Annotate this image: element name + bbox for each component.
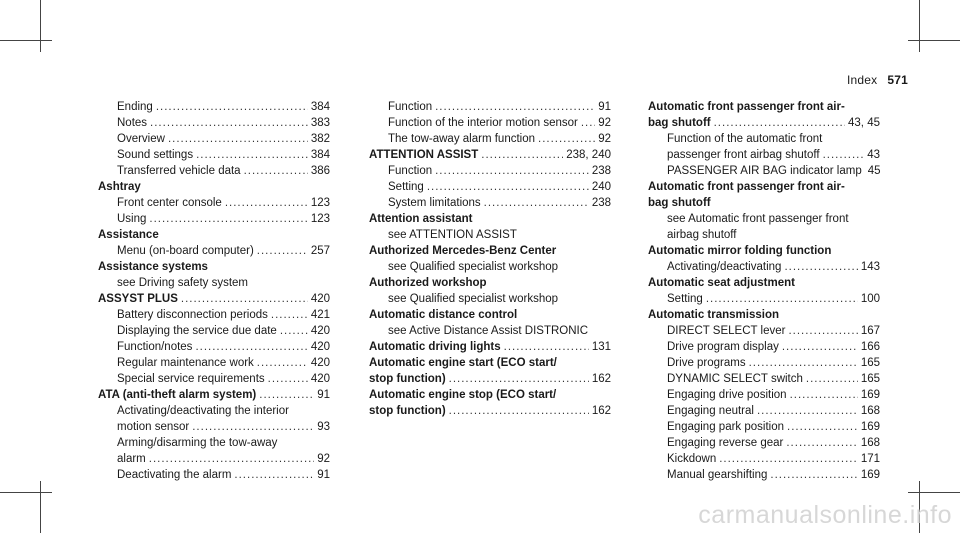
index-subentry bbox=[98, 451, 330, 467]
entry-text: Menu (on-board computer) bbox=[117, 245, 254, 257]
index-subentry bbox=[98, 403, 330, 419]
page-reference: 420 bbox=[310, 341, 330, 353]
index-heading bbox=[98, 179, 330, 195]
entry-text: ASSYST PLUS bbox=[98, 293, 178, 305]
index-subentry bbox=[648, 387, 880, 403]
entry-text: Function bbox=[388, 101, 433, 113]
entry-text: Automatic driving lights bbox=[369, 341, 501, 353]
entry-text: Special service requirements bbox=[117, 373, 265, 385]
index-heading bbox=[369, 211, 611, 227]
entry-text: Kickdown bbox=[667, 453, 717, 465]
dot-leader bbox=[538, 131, 595, 147]
dot-leader bbox=[435, 163, 589, 179]
index-subentry bbox=[98, 115, 330, 131]
page-reference: 383 bbox=[310, 117, 330, 129]
page-reference: 91 bbox=[317, 389, 330, 401]
dot-leader bbox=[784, 259, 857, 275]
dot-leader bbox=[481, 147, 563, 163]
page-reference: 382 bbox=[310, 133, 330, 145]
index-subentry bbox=[98, 211, 330, 227]
index-heading bbox=[648, 99, 880, 115]
crop-mark bbox=[40, 481, 41, 533]
page-reference: 123 bbox=[310, 197, 330, 209]
index-subentry bbox=[98, 99, 330, 115]
entry-text: see Qualified specialist workshop bbox=[388, 261, 559, 273]
entry-text: Manual gearshifting bbox=[667, 469, 768, 481]
dot-leader bbox=[271, 307, 308, 323]
page-reference: 384 bbox=[310, 101, 330, 113]
index-subentry bbox=[648, 211, 880, 227]
entry-text: Arming/disarming the tow-away bbox=[117, 437, 278, 449]
crop-mark bbox=[908, 40, 960, 41]
index-heading bbox=[98, 387, 330, 403]
entry-text: Assistance systems bbox=[98, 261, 208, 273]
entry-text: Function bbox=[388, 165, 433, 177]
page-reference: 420 bbox=[310, 373, 330, 385]
entry-text: Ashtray bbox=[98, 181, 141, 193]
index-subentry bbox=[648, 291, 880, 307]
watermark: carmanualsonline.info bbox=[698, 501, 952, 529]
dot-leader bbox=[192, 419, 314, 435]
entry-text: The tow-away alarm function bbox=[388, 133, 536, 145]
page-reference: 169 bbox=[860, 469, 880, 481]
dot-leader bbox=[268, 371, 308, 387]
dot-leader bbox=[195, 339, 307, 355]
entry-text: Sound settings bbox=[117, 149, 194, 161]
index-subentry bbox=[369, 163, 611, 179]
index-heading bbox=[98, 291, 330, 307]
index-heading bbox=[648, 179, 880, 195]
entry-text: Activating/deactivating bbox=[667, 261, 782, 273]
dot-leader bbox=[782, 339, 858, 355]
dot-leader bbox=[449, 403, 589, 419]
entry-text: PASSENGER AIR BAG indicator lamp bbox=[667, 165, 862, 177]
page-reference: 238 bbox=[591, 197, 611, 209]
page-reference: 100 bbox=[860, 293, 880, 305]
entry-text: bag shutoff bbox=[648, 197, 711, 209]
index-subentry bbox=[648, 259, 880, 275]
dot-leader bbox=[449, 371, 589, 387]
entry-text: Displaying the service due date bbox=[117, 325, 277, 337]
index-heading bbox=[369, 307, 611, 323]
entry-text: System limitations bbox=[388, 197, 481, 209]
entry-text: Attention assistant bbox=[369, 213, 473, 225]
dot-leader bbox=[150, 115, 308, 131]
entry-text: see ATTENTION ASSIST bbox=[388, 229, 517, 241]
entry-text: alarm bbox=[117, 453, 146, 465]
page-reference: 165 bbox=[860, 357, 880, 369]
index-subentry bbox=[98, 243, 330, 259]
index-subentry bbox=[648, 419, 880, 435]
entry-text: Activating/deactivating the interior bbox=[117, 405, 289, 417]
page-reference: 166 bbox=[860, 341, 880, 353]
index-subentry bbox=[369, 179, 611, 195]
index-heading bbox=[369, 371, 611, 387]
page-reference: 92 bbox=[317, 453, 330, 465]
entry-text: motion sensor bbox=[117, 421, 190, 433]
entry-text: Transferred vehicle data bbox=[117, 165, 241, 177]
entry-text: airbag shutoff bbox=[667, 229, 737, 241]
index-heading bbox=[369, 403, 611, 419]
dot-leader bbox=[714, 115, 845, 131]
index-subentry bbox=[648, 339, 880, 355]
index-subentry bbox=[369, 227, 611, 243]
page-reference: 238, 240 bbox=[566, 149, 611, 161]
index-subentry bbox=[369, 323, 611, 339]
index-subentry bbox=[98, 467, 330, 483]
section-title: Index bbox=[847, 73, 878, 87]
entry-text: Setting bbox=[388, 181, 424, 193]
index-subentry bbox=[98, 307, 330, 323]
page-reference: 168 bbox=[860, 437, 880, 449]
page-reference: 43, 45 bbox=[848, 117, 880, 129]
dot-leader bbox=[427, 179, 589, 195]
entry-text: stop function) bbox=[369, 405, 446, 417]
dot-leader bbox=[257, 243, 308, 259]
dot-leader bbox=[806, 371, 858, 387]
index-subentry bbox=[98, 339, 330, 355]
dot-leader bbox=[770, 467, 857, 483]
dot-leader bbox=[484, 195, 589, 211]
entry-text: Automatic front passenger front air- bbox=[648, 101, 845, 113]
page-reference: 143 bbox=[860, 261, 880, 273]
index-heading bbox=[98, 259, 330, 275]
index-heading bbox=[369, 339, 611, 355]
page-reference: 162 bbox=[591, 373, 611, 385]
dot-leader bbox=[168, 131, 308, 147]
entry-text: Front center console bbox=[117, 197, 222, 209]
entry-text: Engaging drive position bbox=[667, 389, 787, 401]
crop-mark bbox=[0, 40, 52, 41]
index-heading bbox=[369, 147, 611, 163]
entry-text: Deactivating the alarm bbox=[117, 469, 232, 481]
index-subentry bbox=[648, 323, 880, 339]
index-subentry bbox=[648, 227, 880, 243]
page-reference: 167 bbox=[860, 325, 880, 337]
page-reference: 169 bbox=[860, 421, 880, 433]
entry-text: Automatic engine start (ECO start/ bbox=[369, 357, 557, 369]
page-reference: 420 bbox=[310, 293, 330, 305]
index-subentry bbox=[369, 131, 611, 147]
dot-leader bbox=[749, 355, 858, 371]
dot-leader bbox=[581, 115, 595, 131]
page-reference: 91 bbox=[598, 101, 611, 113]
index-subentry bbox=[369, 99, 611, 115]
index-heading bbox=[648, 275, 880, 291]
index-subentry bbox=[648, 467, 880, 483]
entry-text: Ending bbox=[117, 101, 153, 113]
crop-mark bbox=[908, 492, 960, 493]
dot-leader bbox=[280, 323, 308, 339]
page-reference: 43 bbox=[867, 149, 880, 161]
index-subentry bbox=[369, 115, 611, 131]
entry-text: Drive program display bbox=[667, 341, 779, 353]
entry-text: ATTENTION ASSIST bbox=[369, 149, 479, 161]
page-reference: 240 bbox=[591, 181, 611, 193]
dot-leader bbox=[196, 147, 308, 163]
entry-text: ATA (anti-theft alarm system) bbox=[98, 389, 257, 401]
page-reference: 257 bbox=[310, 245, 330, 257]
page-reference: 420 bbox=[310, 325, 330, 337]
page-reference: 131 bbox=[591, 341, 611, 353]
dot-leader bbox=[149, 451, 314, 467]
entry-text: Overview bbox=[117, 133, 165, 145]
page-reference: 168 bbox=[860, 405, 880, 417]
crop-mark bbox=[919, 0, 920, 52]
entry-text: Setting bbox=[667, 293, 703, 305]
dot-leader bbox=[225, 195, 308, 211]
index-subentry bbox=[648, 403, 880, 419]
entry-text: Function of the interior motion sensor bbox=[388, 117, 578, 129]
crop-mark bbox=[0, 492, 52, 493]
entry-text: see Automatic front passenger front bbox=[667, 213, 849, 225]
page-reference: 92 bbox=[598, 117, 611, 129]
index-heading bbox=[369, 275, 611, 291]
dot-leader bbox=[790, 387, 858, 403]
entry-text: Automatic front passenger front air- bbox=[648, 181, 845, 193]
page-reference: 171 bbox=[860, 453, 880, 465]
index-subentry bbox=[98, 323, 330, 339]
index-subentry bbox=[98, 163, 330, 179]
dot-leader bbox=[435, 99, 595, 115]
dot-leader bbox=[504, 339, 589, 355]
entry-text: Assistance bbox=[98, 229, 159, 241]
entry-text: Automatic distance control bbox=[369, 309, 518, 321]
page-number: 571 bbox=[887, 73, 908, 87]
entry-text: Authorized Mercedes-Benz Center bbox=[369, 245, 557, 257]
index-heading bbox=[648, 195, 880, 211]
page-reference: 384 bbox=[310, 149, 330, 161]
dot-leader bbox=[259, 387, 314, 403]
page-reference: 45 bbox=[867, 165, 881, 177]
entry-text: Automatic seat adjustment bbox=[648, 277, 795, 289]
dot-leader bbox=[786, 435, 857, 451]
entry-text: Engaging neutral bbox=[667, 405, 754, 417]
index-heading bbox=[648, 243, 880, 259]
dot-leader bbox=[156, 99, 308, 115]
index-column-3 bbox=[648, 99, 880, 483]
index-heading bbox=[648, 307, 880, 323]
entry-text: Automatic transmission bbox=[648, 309, 779, 321]
index-subentry bbox=[648, 451, 880, 467]
entry-text: Battery disconnection periods bbox=[117, 309, 268, 321]
index-heading bbox=[648, 115, 880, 131]
index-subentry bbox=[369, 195, 611, 211]
index-heading bbox=[369, 243, 611, 259]
index-heading bbox=[98, 227, 330, 243]
dot-leader bbox=[787, 419, 858, 435]
page-reference: 165 bbox=[860, 373, 880, 385]
entry-text: Automatic engine stop (ECO start/ bbox=[369, 389, 557, 401]
index-subentry bbox=[369, 291, 611, 307]
entry-text: see Qualified specialist workshop bbox=[388, 293, 559, 305]
dot-leader bbox=[234, 467, 314, 483]
entry-text: Function of the automatic front bbox=[667, 133, 823, 145]
dot-leader bbox=[788, 323, 857, 339]
index-subentry bbox=[648, 435, 880, 451]
page-reference: 123 bbox=[310, 213, 330, 225]
index-subentry bbox=[369, 259, 611, 275]
entry-text: Engaging reverse gear bbox=[667, 437, 784, 449]
entry-text: Regular maintenance work bbox=[117, 357, 254, 369]
crop-mark bbox=[40, 0, 41, 52]
entry-text: DIRECT SELECT lever bbox=[667, 325, 786, 337]
index-subentry bbox=[98, 355, 330, 371]
page-reference: 420 bbox=[310, 357, 330, 369]
index-subentry bbox=[648, 371, 880, 387]
index-subentry bbox=[648, 163, 880, 179]
index-subentry bbox=[98, 371, 330, 387]
page-header bbox=[847, 73, 908, 87]
entry-text: bag shutoff bbox=[648, 117, 711, 129]
entry-text: Using bbox=[117, 213, 147, 225]
index-subentry bbox=[648, 147, 880, 163]
dot-leader bbox=[149, 211, 307, 227]
index-column-2 bbox=[369, 99, 611, 419]
dot-leader bbox=[823, 147, 865, 163]
index-subentry bbox=[98, 195, 330, 211]
entry-text: Automatic mirror folding function bbox=[648, 245, 832, 257]
dot-leader bbox=[719, 451, 858, 467]
entry-text: see Active Distance Assist DISTRONIC bbox=[388, 325, 589, 337]
page-reference: 93 bbox=[317, 421, 330, 433]
entry-text: Drive programs bbox=[667, 357, 746, 369]
index-subentry bbox=[648, 131, 880, 147]
index-subentry bbox=[98, 419, 330, 435]
dot-leader bbox=[257, 355, 308, 371]
entry-text: passenger front airbag shutoff bbox=[667, 149, 820, 161]
index-heading bbox=[369, 355, 611, 371]
index-column-1 bbox=[98, 99, 330, 483]
page-reference: 386 bbox=[310, 165, 330, 177]
dot-leader bbox=[181, 291, 308, 307]
dot-leader bbox=[706, 291, 858, 307]
page-reference: 92 bbox=[598, 133, 611, 145]
entry-text: Notes bbox=[117, 117, 148, 129]
entry-text: Function/notes bbox=[117, 341, 193, 353]
index-heading bbox=[369, 387, 611, 403]
index-subentry bbox=[648, 355, 880, 371]
page-reference: 238 bbox=[591, 165, 611, 177]
entry-text: see Driving safety system bbox=[117, 277, 249, 289]
page-reference: 162 bbox=[591, 405, 611, 417]
dot-leader bbox=[757, 403, 858, 419]
index-subentry bbox=[98, 147, 330, 163]
entry-text: Engaging park position bbox=[667, 421, 784, 433]
index-subentry bbox=[98, 131, 330, 147]
index-subentry bbox=[98, 435, 330, 451]
page-reference: 169 bbox=[860, 389, 880, 401]
entry-text: Authorized workshop bbox=[369, 277, 487, 289]
entry-text: stop function) bbox=[369, 373, 446, 385]
page-reference: 91 bbox=[317, 469, 330, 481]
entry-text: DYNAMIC SELECT switch bbox=[667, 373, 803, 385]
page-reference: 421 bbox=[310, 309, 330, 321]
index-subentry bbox=[98, 275, 330, 291]
dot-leader bbox=[244, 163, 308, 179]
